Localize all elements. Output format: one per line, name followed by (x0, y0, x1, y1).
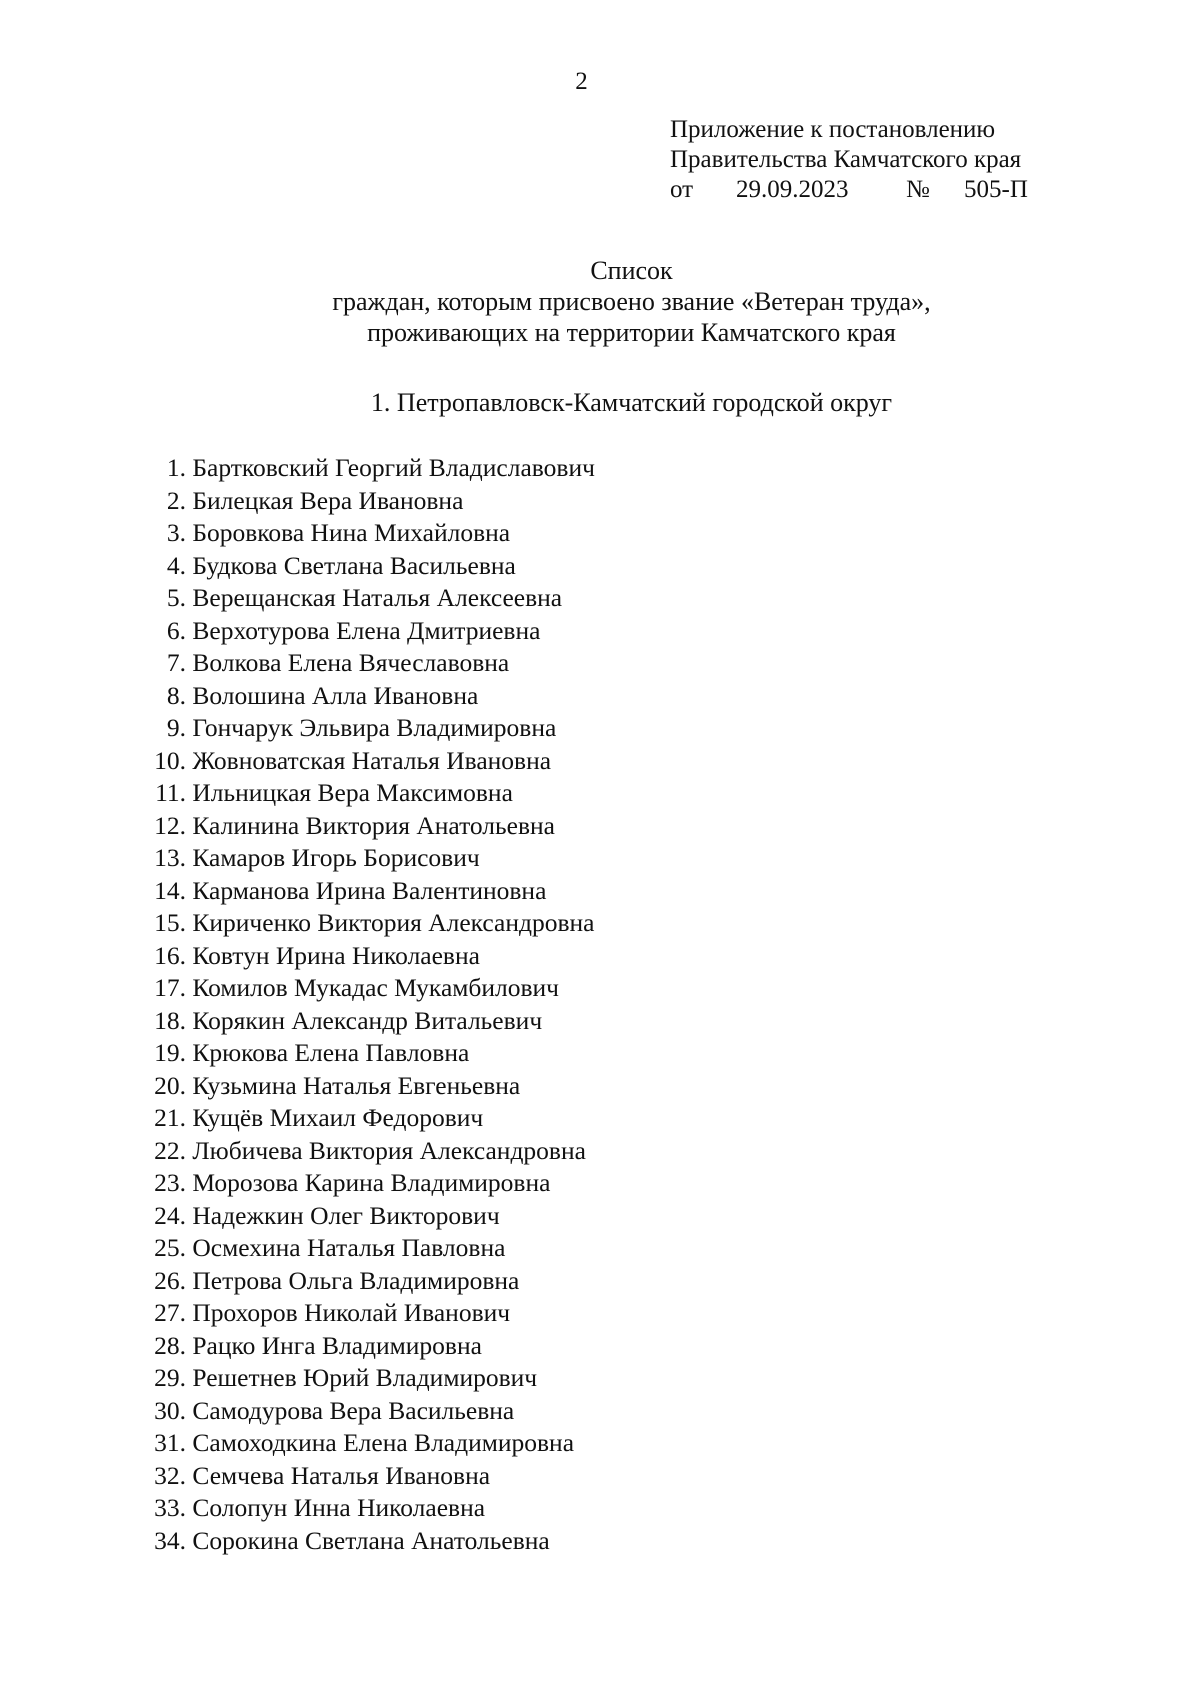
list-item-number: 21. (154, 1103, 186, 1132)
list-item (140, 1167, 595, 1200)
list-item-name: Билецкая Вера Ивановна (192, 485, 464, 515)
appendix-ot-label: от (670, 176, 694, 203)
list-item (140, 1070, 595, 1103)
list-item (140, 517, 595, 550)
list-item-name: Надежкин Олег Викторович (192, 1200, 500, 1230)
list-item-number: 20. (154, 1070, 186, 1100)
list-item (140, 1492, 595, 1525)
list-item-number: 15. (154, 908, 186, 937)
list-item-name: Прохоров Николай Иванович (192, 1298, 511, 1327)
list-item (140, 1102, 595, 1135)
list-item-number: 31. (154, 1428, 186, 1457)
list-item-number: 5. (166, 583, 186, 612)
appendix-header (670, 115, 1028, 205)
list-item (140, 1232, 595, 1265)
list-item-number: 6. (166, 615, 186, 645)
list-item-name: Гончарук Эльвира Владимировна (192, 713, 557, 742)
list-item-number: 27. (154, 1298, 186, 1327)
appendix-number: 505-П (964, 176, 1028, 203)
list-item-name: Корякин Александр Витальевич (192, 1005, 543, 1035)
list-item (140, 1427, 595, 1460)
list-item (140, 810, 595, 843)
list-item-number: 30. (154, 1395, 186, 1425)
list-item-number: 25. (154, 1233, 186, 1262)
appendix-date-row (670, 175, 1028, 205)
list-item (140, 1005, 595, 1038)
list-item (140, 777, 595, 810)
list-item-name: Самоходкина Елена Владимировна (192, 1428, 575, 1457)
list-item (140, 615, 595, 648)
list-item (140, 940, 595, 973)
list-item-number: 18. (154, 1005, 186, 1035)
list-item-number: 22. (154, 1135, 186, 1165)
list-item (140, 1135, 595, 1168)
list-item-name: Калинина Виктория Анатольевна (192, 810, 555, 840)
list-item-number: 1. (166, 453, 186, 482)
list-item-name: Будкова Светлана Васильевна (192, 550, 516, 580)
appendix-date: 29.09.2023 (736, 176, 849, 203)
list-item-name: Верещанская Наталья Алексеевна (192, 583, 563, 612)
title-line-2: граждан, которым присвоено звание «Ветеран труда», (332, 287, 931, 316)
list-item (140, 1330, 595, 1363)
list-item-number: 28. (154, 1330, 186, 1360)
list-item-number: 11. (155, 778, 186, 807)
list-item-number: 34. (154, 1525, 186, 1555)
section-heading: 1. Петропавловск-Камчатский городской округ (370, 388, 893, 417)
list-item-name: Любичева Виктория Александровна (192, 1135, 586, 1165)
list-item-number: 17. (154, 973, 186, 1002)
list-item-number: 8. (166, 680, 186, 710)
list-item-number: 23. (154, 1168, 186, 1197)
list-item-number: 10. (154, 745, 186, 775)
list-item-name: Самодурова Вера Васильевна (192, 1395, 515, 1425)
list-item (140, 1362, 595, 1395)
list-item-name: Комилов Мукадас Мукамбилович (192, 973, 559, 1002)
list-item (140, 745, 595, 778)
list-item (140, 712, 595, 745)
list-item-number: 3. (166, 518, 186, 547)
list-item-number: 26. (154, 1265, 186, 1295)
list-item-number: 29. (154, 1363, 186, 1392)
list-item-name: Камаров Игорь Борисович (192, 843, 480, 872)
list-item (140, 647, 595, 680)
list-item-name: Семчева Наталья Ивановна (192, 1460, 491, 1490)
list-item (140, 1525, 595, 1558)
list-item (140, 1200, 595, 1233)
list-item-number: 13. (154, 843, 186, 872)
title-line-1: Список (590, 256, 673, 285)
list-item-name: Верхотурова Елена Дмитриевна (192, 615, 541, 645)
list-item-number: 33. (154, 1493, 186, 1522)
list-item (140, 680, 595, 713)
list-item-name: Ильницкая Вера Максимовна (192, 778, 513, 807)
list-item-name: Солопун Инна Николаевна (192, 1493, 486, 1522)
list-item-number: 4. (166, 550, 186, 580)
list-item-name: Сорокина Светлана Анатольевна (192, 1525, 550, 1555)
list-item-name: Бартковский Георгий Владиславович (192, 453, 595, 482)
list-item (140, 842, 595, 875)
list-item-name: Крюкова Елена Павловна (192, 1038, 470, 1067)
list-item-name: Петрова Ольга Владимировна (192, 1265, 520, 1295)
list-item (140, 1265, 595, 1298)
list-item (140, 1460, 595, 1493)
list-item (140, 1037, 595, 1070)
list-item-name: Волкова Елена Вячеславовна (192, 648, 510, 677)
list-item (140, 452, 595, 485)
list-item (140, 582, 595, 615)
list-item (140, 1395, 595, 1428)
list-item-name: Боровкова Нина Михайловна (192, 518, 511, 547)
list-item-number: 16. (154, 940, 186, 970)
list-item-number: 7. (166, 648, 186, 677)
list-item-number: 19. (154, 1038, 186, 1067)
list-item-number: 14. (154, 875, 186, 905)
list-item (140, 485, 595, 518)
list-item-name: Решетнев Юрий Владимирович (192, 1363, 538, 1392)
page-number: 2 (575, 68, 588, 95)
appendix-line-2: Правительства Камчатского края (670, 146, 1022, 173)
list-item-name: Карманова Ирина Валентиновна (192, 875, 547, 905)
list-item (140, 972, 595, 1005)
list-item-number: 32. (154, 1460, 186, 1490)
appendix-number-sign: № (906, 176, 930, 203)
list-item-number: 12. (154, 810, 186, 840)
list-item-name: Кириченко Виктория Александровна (192, 908, 595, 937)
document-title (0, 255, 1200, 348)
list-item (140, 875, 595, 908)
list-item (140, 907, 595, 940)
list-item-name: Морозова Карина Владимировна (192, 1168, 551, 1197)
title-line-3: проживающих на территории Камчатского края (367, 318, 896, 347)
list-item-name: Волошина Алла Ивановна (192, 680, 479, 710)
list-item-name: Осмехина Наталья Павловна (192, 1233, 506, 1262)
list-item-number: 24. (154, 1200, 186, 1230)
list-item (140, 1297, 595, 1330)
citizen-list (140, 452, 595, 1557)
list-item-name: Рацко Инга Владимировна (192, 1330, 482, 1360)
list-item-name: Ковтун Ирина Николаевна (192, 940, 480, 970)
list-item-name: Жовноватская Наталья Ивановна (192, 745, 552, 775)
list-item-number: 2. (166, 485, 186, 515)
list-item (140, 550, 595, 583)
list-item-name: Кузьмина Наталья Евгеньевна (192, 1070, 521, 1100)
list-item-name: Кущёв Михаил Федорович (192, 1103, 484, 1132)
list-item-number: 9. (166, 713, 186, 742)
appendix-line-1: Приложение к постановлению (670, 116, 996, 143)
